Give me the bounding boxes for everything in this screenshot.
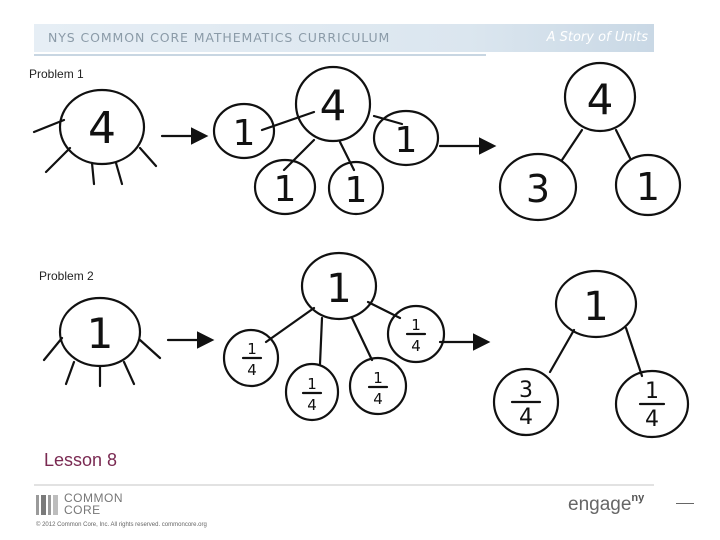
bond-lines bbox=[562, 130, 630, 160]
bond-lines bbox=[550, 328, 642, 376]
svg-text:4: 4 bbox=[645, 407, 659, 432]
engage-logo-sup: ny bbox=[631, 492, 645, 504]
whole-number: 1 bbox=[86, 309, 114, 358]
module-title: A Story of Units bbox=[546, 30, 648, 45]
footer-dash bbox=[676, 503, 694, 504]
svg-text:3: 3 bbox=[519, 378, 533, 403]
part-number: 1 bbox=[344, 170, 368, 211]
fraction bbox=[369, 369, 387, 408]
common-core-logo-icon bbox=[36, 495, 60, 515]
whole-number: 4 bbox=[586, 75, 614, 124]
part-number: 1 bbox=[394, 120, 418, 161]
engage-logo-text: engage bbox=[568, 494, 632, 515]
whole-number: 1 bbox=[583, 284, 609, 330]
lesson-title: Lesson 8 bbox=[44, 450, 118, 470]
svg-text:4: 4 bbox=[307, 396, 317, 414]
svg-text:4: 4 bbox=[519, 405, 533, 430]
problem-2-decomposed-bond bbox=[224, 253, 444, 420]
part-number: 1 bbox=[635, 165, 661, 209]
fraction bbox=[303, 375, 321, 414]
part-number: 1 bbox=[232, 113, 256, 154]
svg-text:1: 1 bbox=[411, 316, 421, 334]
problem-1-start-bond bbox=[34, 90, 156, 184]
svg-text:1: 1 bbox=[373, 369, 383, 387]
curriculum-title: NYS COMMON CORE MATHEMATICS CURRICULUM bbox=[48, 30, 391, 45]
fraction bbox=[640, 379, 664, 432]
problem-1-decomposed-bond bbox=[214, 67, 438, 214]
fraction bbox=[512, 378, 540, 430]
whole-number: 4 bbox=[319, 81, 347, 130]
engageny-logo bbox=[568, 492, 644, 516]
svg-text:4: 4 bbox=[411, 337, 421, 355]
problem-2-label: Problem 2 bbox=[39, 269, 94, 283]
whole-number: 4 bbox=[88, 103, 116, 154]
problem-1-label: Problem 1 bbox=[29, 67, 84, 81]
problem-2-composed-bond bbox=[494, 271, 688, 437]
svg-text:1: 1 bbox=[307, 375, 317, 393]
svg-text:4: 4 bbox=[373, 390, 383, 408]
common-core-logo-text: COMMON CORE bbox=[64, 491, 123, 517]
svg-text:1: 1 bbox=[247, 340, 257, 358]
svg-text:4: 4 bbox=[247, 361, 257, 379]
fraction bbox=[407, 316, 425, 355]
copyright-notice: © 2012 Common Core, Inc. All rights reserved. commoncore.org bbox=[36, 522, 207, 528]
whole-number: 1 bbox=[326, 266, 352, 312]
fraction bbox=[243, 340, 261, 379]
part-number: 3 bbox=[525, 167, 551, 211]
problem-1-composed-bond bbox=[500, 63, 680, 220]
svg-text:1: 1 bbox=[645, 379, 659, 404]
problem-2-start-bond bbox=[44, 298, 160, 386]
part-number: 1 bbox=[273, 169, 297, 210]
footer-divider bbox=[34, 484, 654, 486]
